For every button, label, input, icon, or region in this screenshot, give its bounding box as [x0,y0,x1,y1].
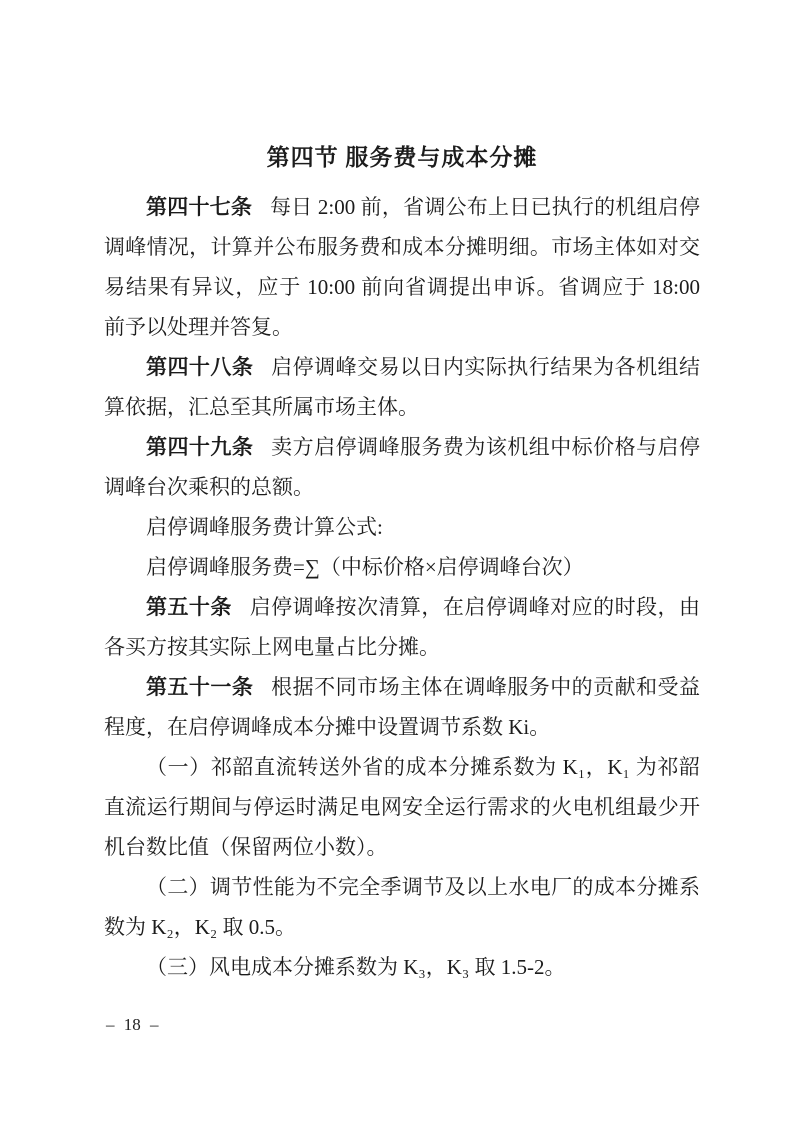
article-heading: 第五十条 [146,595,232,619]
paragraph [104,187,700,347]
paragraph-text: 启停调峰服务费计算公式: [146,515,383,539]
article-heading: 第四十八条 [146,355,254,379]
paragraph [104,947,700,987]
paragraph-text: 卖方启停调峰服务费为该机组中标价格与启停调峰台次乘积的总额。 [104,435,701,499]
paragraph-text: 启停调峰服务费=∑（中标价格×启停调峰台次） [146,555,584,579]
document-content [104,142,700,987]
paragraph-text: 每日 2:00 前，省调公布上日已执行的机组启停调峰情况，计算并公布服务费和成本分摊明细。市场主体如对交易结果有异议，应于 10:00 前向省调提出申诉。省调应于 18:00 前予以处理并答复。 [104,195,700,339]
section-title: 第四节 服务费与成本分摊 [266,145,538,170]
article-heading: 第四十九条 [146,435,254,459]
paragraph-text: 启停调峰按次清算，在启停调峰对应的时段，由各买方按其实际上网电量占比分摊。 [104,595,700,659]
paragraph-text: （二）调节性能为不完全季调节及以上水电厂的成本分摊系数为 K₂，K₂ 取 0.5。 [104,875,700,939]
paragraph [104,347,700,427]
article-heading: 第五十一条 [146,675,254,699]
paragraph [104,507,700,547]
paragraph-text: 根据不同市场主体在调峰服务中的贡献和受益程度，在启停调峰成本分摊中设置调节系数 Ki。 [104,675,701,739]
paragraph-text: （三）风电成本分摊系数为 K₃，K₃ 取 1.5-2。 [146,955,566,979]
paragraph [104,587,700,667]
paragraph [104,667,700,747]
paragraph [104,867,700,947]
paragraph-text: 启停调峰交易以日内实际执行结果为各机组结算依据，汇总至其所属市场主体。 [104,355,701,419]
paragraph [104,747,700,867]
article-heading: 第四十七条 [146,195,253,219]
paragraph [104,427,700,507]
document-body [104,187,700,987]
paragraph [104,547,700,587]
page-number: – 18 – [106,1015,159,1034]
paragraph-text: （一）祁韶直流转送外省的成本分摊系数为 K₁，K₁ 为祁韶直流运行期间与停运时满足电网安全运行需求的火电机组最少开机台数比值（保留两位小数）。 [104,755,700,859]
